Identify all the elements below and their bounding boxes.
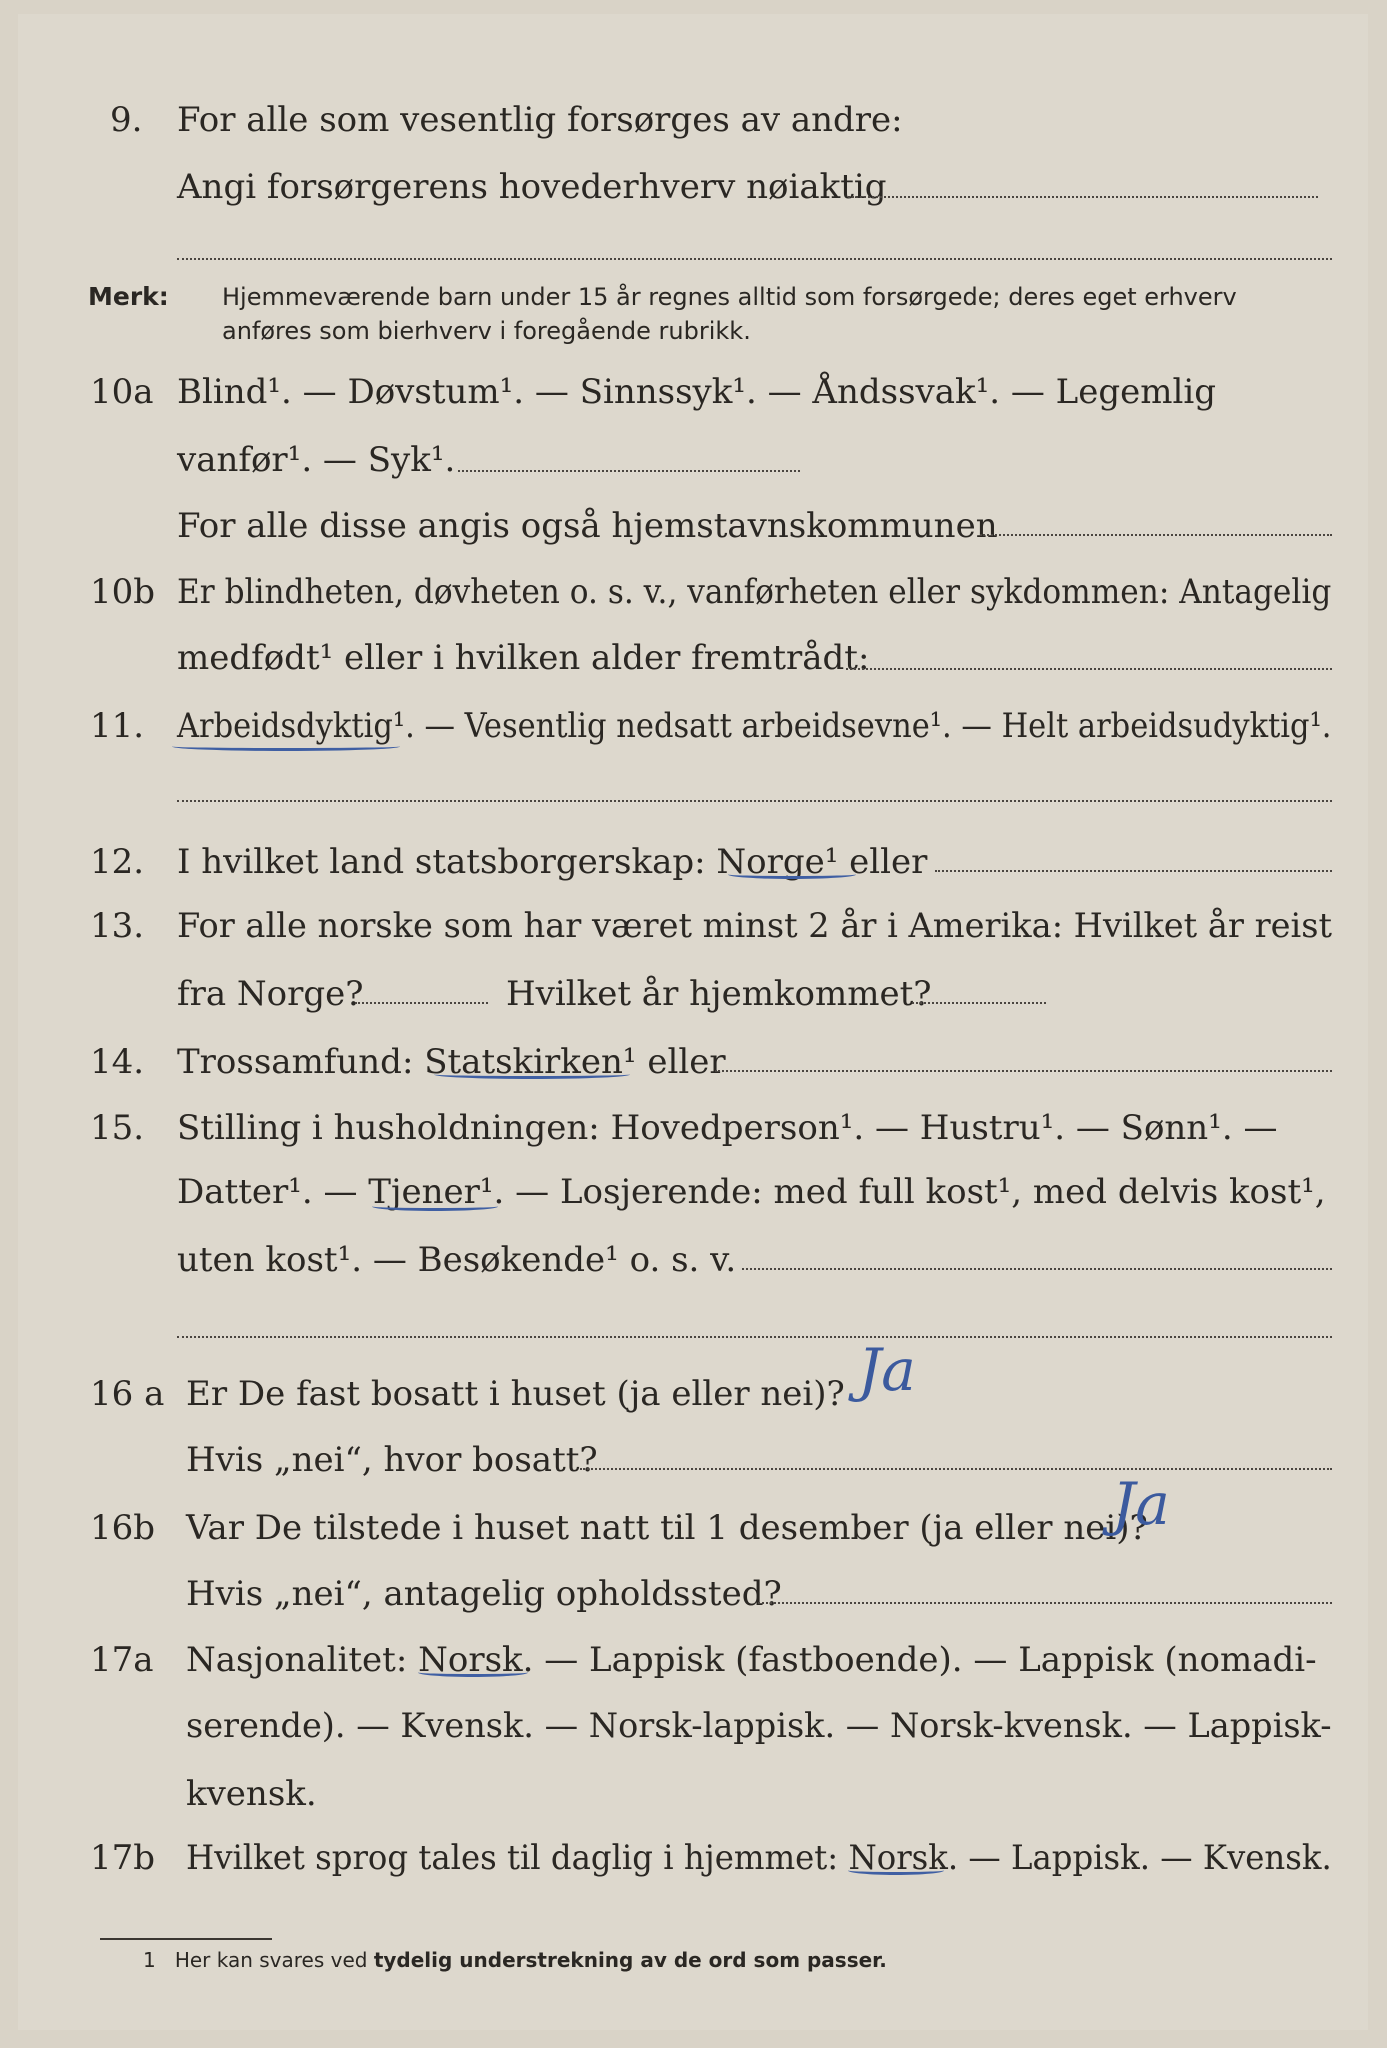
- question-number-14: 14.: [90, 1042, 145, 1082]
- q14-answer-line[interactable]: [715, 1070, 1332, 1072]
- q10a-text-line2: vanfør¹. — Syk¹.: [177, 440, 456, 480]
- q14-text-line1: Trossamfund: Statskirken¹ eller: [177, 1042, 726, 1082]
- question-number-16b: 16b: [90, 1508, 156, 1548]
- question-number-16a: 16 a: [90, 1374, 165, 1414]
- q14-underline-mark: [434, 1070, 630, 1079]
- merk-text-line2: anføres som bierhverv i foregående rubrikk.: [222, 317, 751, 345]
- q15-text-line2: Datter¹. — Tjener¹. — Losjerende: med full kost¹, med delvis kost¹,: [177, 1172, 1326, 1212]
- footnote-bold-text: tydelig understrekning av de ord som passer.: [373, 1948, 887, 1972]
- question-number-10a: 10a: [90, 372, 154, 412]
- q11-underline-mark: [172, 742, 400, 751]
- question-number-15: 15.: [90, 1108, 145, 1148]
- question-number-12: 12.: [90, 842, 145, 882]
- q9-answer-line[interactable]: [848, 196, 1318, 198]
- footnote-text: Her kan svares ved: [174, 1948, 368, 1972]
- q16b-text-line1: Var De tilstede i huset natt til 1 desember (ja eller nei)?: [186, 1508, 1148, 1548]
- q10b-answer-line[interactable]: [846, 668, 1332, 670]
- q12-answer-line[interactable]: [935, 870, 1332, 872]
- merk-label: Merk:: [88, 282, 169, 311]
- q15-text-line1: Stilling i husholdningen: Hovedperson¹. — Hustru¹. — Sønn¹. —: [177, 1108, 1278, 1148]
- footnote: [143, 1948, 887, 1972]
- q9-answer-line-2[interactable]: [177, 258, 1332, 260]
- q12-underline-mark: [728, 870, 856, 879]
- question-number-11: 11.: [90, 706, 145, 746]
- q13-text-line2a: fra Norge?: [177, 974, 364, 1014]
- q13-text-line1: For alle norske som har været minst 2 år i Amerika: Hvilket år reist: [177, 906, 1333, 946]
- q15-answer-line-2[interactable]: [177, 1336, 1332, 1338]
- q9-text-line1: For alle som vesentlig forsørges av andre:: [177, 100, 903, 140]
- q17a-underline-mark: [418, 1668, 528, 1677]
- q16a-answer-line[interactable]: [580, 1468, 1332, 1470]
- q11-text-line1: Arbeidsdyktig¹. — Vesentlig nedsatt arbeidsevne¹. — Helt arbeidsudyktig¹.: [177, 706, 1332, 746]
- q17a-text-line2: serende). — Kvensk. — Norsk-lappisk. — Norsk-kvensk. — Lappisk-: [186, 1706, 1332, 1746]
- q9-text-line2: Angi forsørgerens hovederhverv nøiaktig: [177, 167, 887, 207]
- q16b-handwritten-answer: Ja: [1112, 1470, 1170, 1538]
- q16b-answer-line[interactable]: [758, 1602, 1332, 1604]
- q15-text-line3: uten kost¹. — Besøkende¹ o. s. v.: [177, 1240, 737, 1280]
- q17a-text-line3: kvensk.: [186, 1774, 317, 1814]
- q12-text-line1: I hvilket land statsborgerskap: Norge¹ eller: [177, 842, 928, 882]
- q10b-text-line1: Er blindheten, døvheten o. s. v., vanførheten eller sykdommen: Antagelig: [177, 572, 1332, 612]
- q13-text-line2b: Hvilket år hjemkommet?: [506, 974, 932, 1014]
- footnote-mark: 1: [143, 1948, 156, 1972]
- question-number-13: 13.: [90, 906, 145, 946]
- q17b-text-line1: Hvilket sprog tales til daglig i hjemmet: Norsk. — Lappisk. — Kvensk.: [186, 1838, 1332, 1878]
- q13-reist-line[interactable]: [355, 1002, 488, 1004]
- q16a-handwritten-answer: Ja: [858, 1336, 916, 1404]
- question-number-10b: 10b: [90, 572, 156, 612]
- q16a-text-line1: Er De fast bosatt i huset (ja eller nei)?: [186, 1374, 845, 1414]
- q10b-text-line2: medfødt¹ eller i hvilken alder fremtrådt:: [177, 638, 870, 678]
- question-number-17a: 17a: [90, 1640, 154, 1680]
- q11-answer-line[interactable]: [177, 800, 1332, 802]
- q13-hjemkommet-line[interactable]: [912, 1002, 1046, 1004]
- q16b-text-line2: Hvis „nei“, antagelig opholdssted?: [186, 1574, 782, 1614]
- q10a-answer-line[interactable]: [458, 470, 800, 472]
- q10a-hjemstavn-line[interactable]: [980, 534, 1332, 536]
- question-number-17b: 17b: [90, 1838, 156, 1878]
- question-number-9: 9.: [110, 100, 143, 140]
- q17a-text-line1: Nasjonalitet: Norsk. — Lappisk (fastboende). — Lappisk (nomadi-: [186, 1640, 1317, 1680]
- q15-underline-mark: [372, 1202, 498, 1211]
- q10a-text-line3: For alle disse angis også hjemstavnskommunen: [177, 506, 998, 546]
- merk-text-line1: Hjemmeværende barn under 15 år regnes alltid som forsørgede; deres eget erhverv: [222, 283, 1237, 311]
- q17b-underline-mark: [848, 1866, 944, 1875]
- footnote-rule: [100, 1938, 272, 1940]
- q16a-text-line2: Hvis „nei“, hvor bosatt?: [186, 1440, 598, 1480]
- q15-answer-line[interactable]: [742, 1268, 1332, 1270]
- q10a-text-line1: Blind¹. — Døvstum¹. — Sinnssyk¹. — Åndssvak¹. — Legemlig: [177, 372, 1216, 412]
